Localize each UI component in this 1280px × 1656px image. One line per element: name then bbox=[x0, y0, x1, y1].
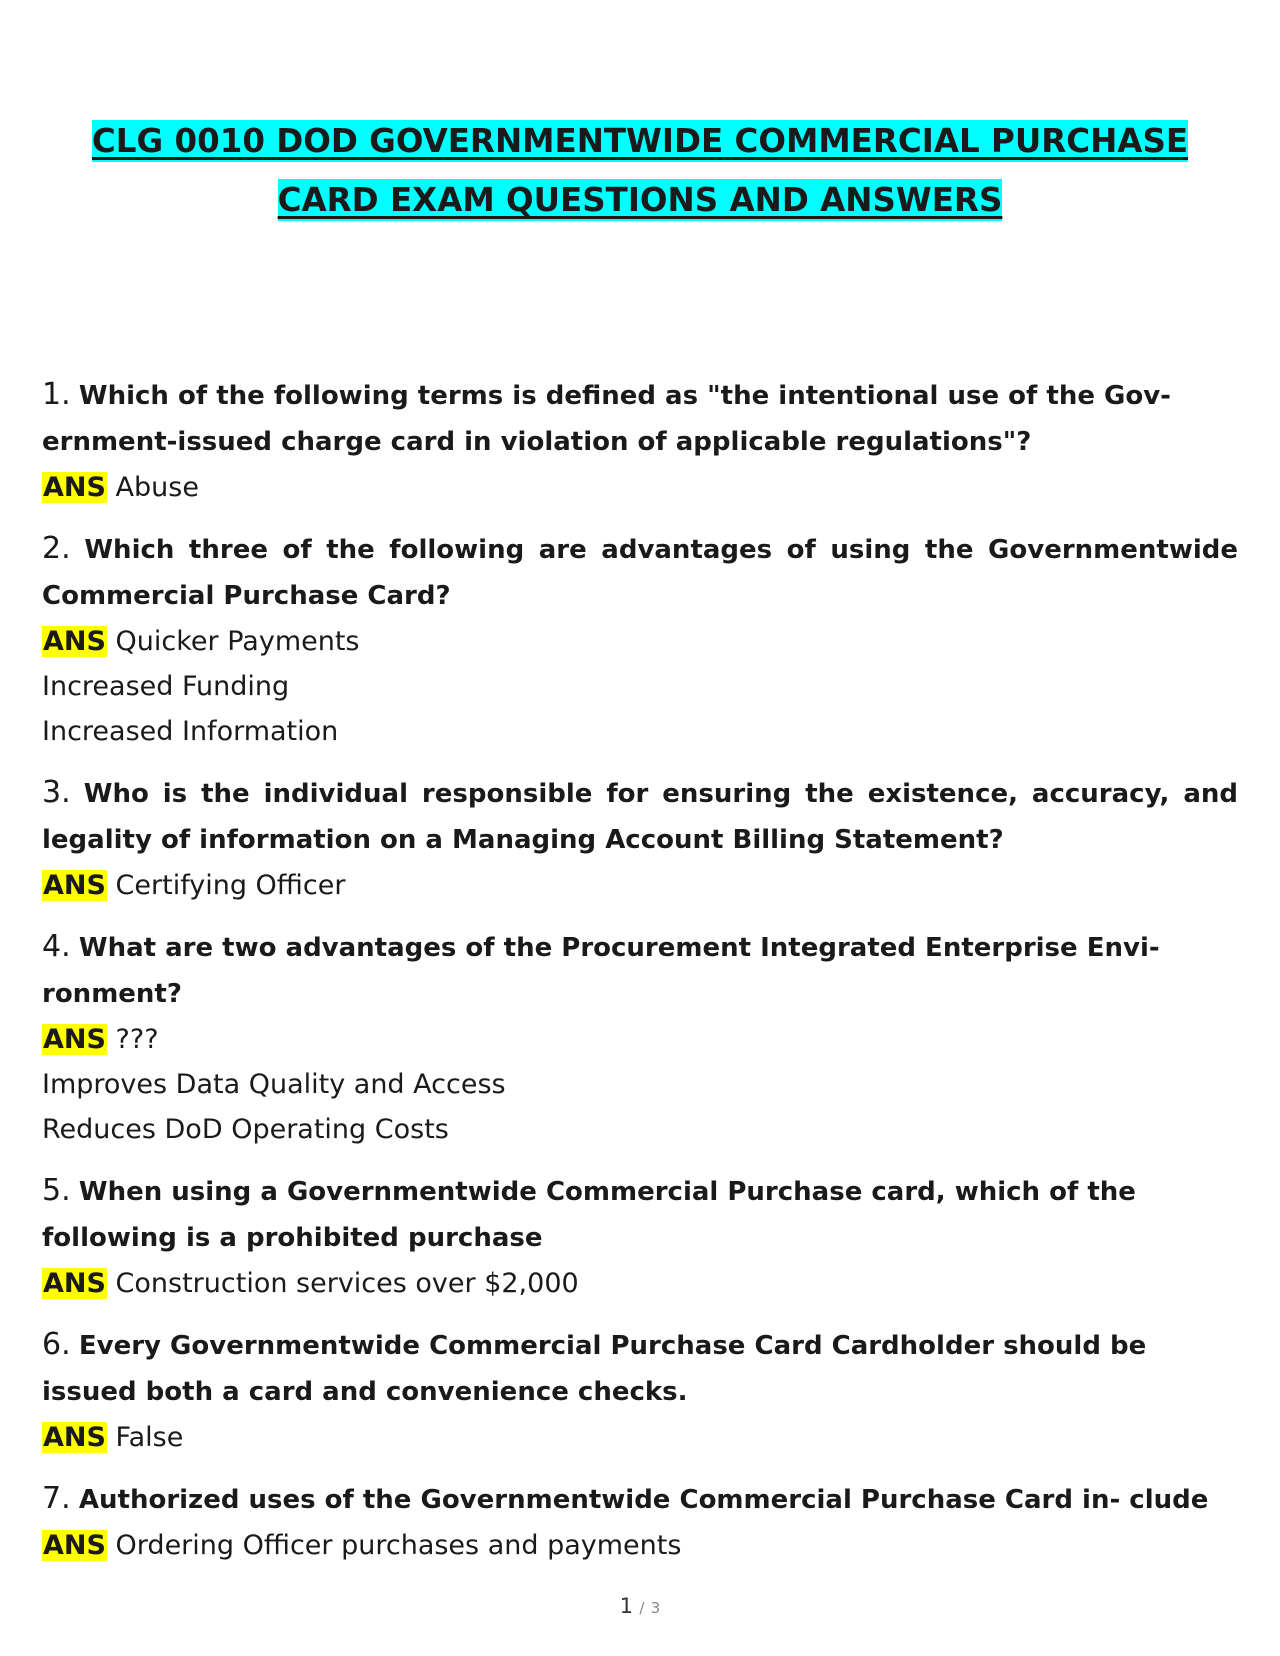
ans-label: ANS bbox=[43, 1530, 106, 1561]
question-number: 3. bbox=[42, 775, 71, 810]
answer-7 bbox=[42, 1523, 1238, 1568]
answer-extra-line: Increased Funding bbox=[42, 671, 290, 702]
answer-text: Quicker Payments bbox=[115, 626, 360, 657]
question-2 bbox=[42, 526, 1238, 619]
title-line-2: CARD EXAM QUESTIONS AND ANSWERS bbox=[277, 181, 1003, 219]
question-text: Which of the following terms is defined as "the intentional use of the Gov- ernment-issued charge card in violation of applicable regulations"? bbox=[42, 381, 1171, 457]
answer-3 bbox=[42, 863, 1238, 908]
qa-item-2 bbox=[42, 526, 1238, 754]
question-text: Which three of the following are advantages of using the Governmentwide Commercial Purchase Card? bbox=[42, 535, 1238, 611]
ans-label: ANS bbox=[43, 472, 106, 503]
question-number: 7. bbox=[42, 1481, 71, 1516]
ans-label: ANS bbox=[43, 870, 106, 901]
qa-item-5 bbox=[42, 1168, 1238, 1306]
total-pages: 3 bbox=[650, 1599, 661, 1617]
current-page-number: 1 bbox=[619, 1594, 634, 1618]
question-7 bbox=[42, 1476, 1238, 1523]
answer-extra-line: Improves Data Quality and Access bbox=[42, 1069, 506, 1100]
answer-extra-line: Reduces DoD Operating Costs bbox=[42, 1114, 449, 1145]
qa-item-7 bbox=[42, 1476, 1238, 1568]
answer-text: ??? bbox=[115, 1024, 159, 1055]
qa-item-4 bbox=[42, 924, 1238, 1152]
question-4 bbox=[42, 924, 1238, 1017]
qa-item-3 bbox=[42, 770, 1238, 908]
answer-2 bbox=[42, 619, 1238, 664]
answer-text: Ordering Officer purchases and payments bbox=[115, 1530, 682, 1561]
page-separator: / bbox=[639, 1599, 645, 1617]
question-number: 4. bbox=[42, 929, 71, 964]
answer-text: Construction services over $2,000 bbox=[115, 1268, 579, 1299]
question-text: Who is the individual responsible for ensuring the existence, accuracy, and legality of information on a Managing Account Billing Statement? bbox=[42, 779, 1239, 855]
answer-extra-line: Increased Information bbox=[42, 716, 339, 747]
qa-item-1 bbox=[42, 372, 1238, 510]
answer-4 bbox=[42, 1017, 1238, 1062]
ans-label: ANS bbox=[43, 1024, 106, 1055]
answer-6 bbox=[42, 1415, 1238, 1460]
answer-text: False bbox=[115, 1422, 184, 1453]
question-1 bbox=[42, 372, 1238, 465]
answer-5 bbox=[42, 1261, 1238, 1306]
ans-label: ANS bbox=[43, 1268, 106, 1299]
answer-text: Certifying Officer bbox=[115, 870, 346, 901]
qa-item-6 bbox=[42, 1322, 1238, 1460]
document-title bbox=[42, 112, 1238, 230]
ans-label: ANS bbox=[43, 1422, 106, 1453]
question-number: 1. bbox=[42, 377, 71, 412]
question-5 bbox=[42, 1168, 1238, 1261]
question-6 bbox=[42, 1322, 1238, 1415]
question-number: 6. bbox=[42, 1327, 71, 1362]
question-text: When using a Governmentwide Commercial Purchase card, which of the following is a prohibited purchase bbox=[42, 1177, 1136, 1253]
question-text: Authorized uses of the Governmentwide Commercial Purchase Card in- clude bbox=[78, 1485, 1209, 1515]
ans-label: ANS bbox=[43, 626, 106, 657]
answer-text: Abuse bbox=[115, 472, 199, 503]
question-text: Every Governmentwide Commercial Purchase Card Cardholder should be issued both a card and convenience checks. bbox=[42, 1331, 1147, 1407]
question-3 bbox=[42, 770, 1238, 863]
qa-list bbox=[42, 372, 1238, 1584]
question-number: 5. bbox=[42, 1173, 71, 1208]
question-number: 2. bbox=[42, 531, 71, 566]
title-line-1: CLG 0010 DOD GOVERNMENTWIDE COMMERCIAL PURCHASE bbox=[91, 122, 1189, 160]
answer-1 bbox=[42, 465, 1238, 510]
page-number-footer bbox=[0, 1594, 1280, 1618]
question-text: What are two advantages of the Procurement Integrated Enterprise Envi- ronment? bbox=[42, 933, 1160, 1009]
